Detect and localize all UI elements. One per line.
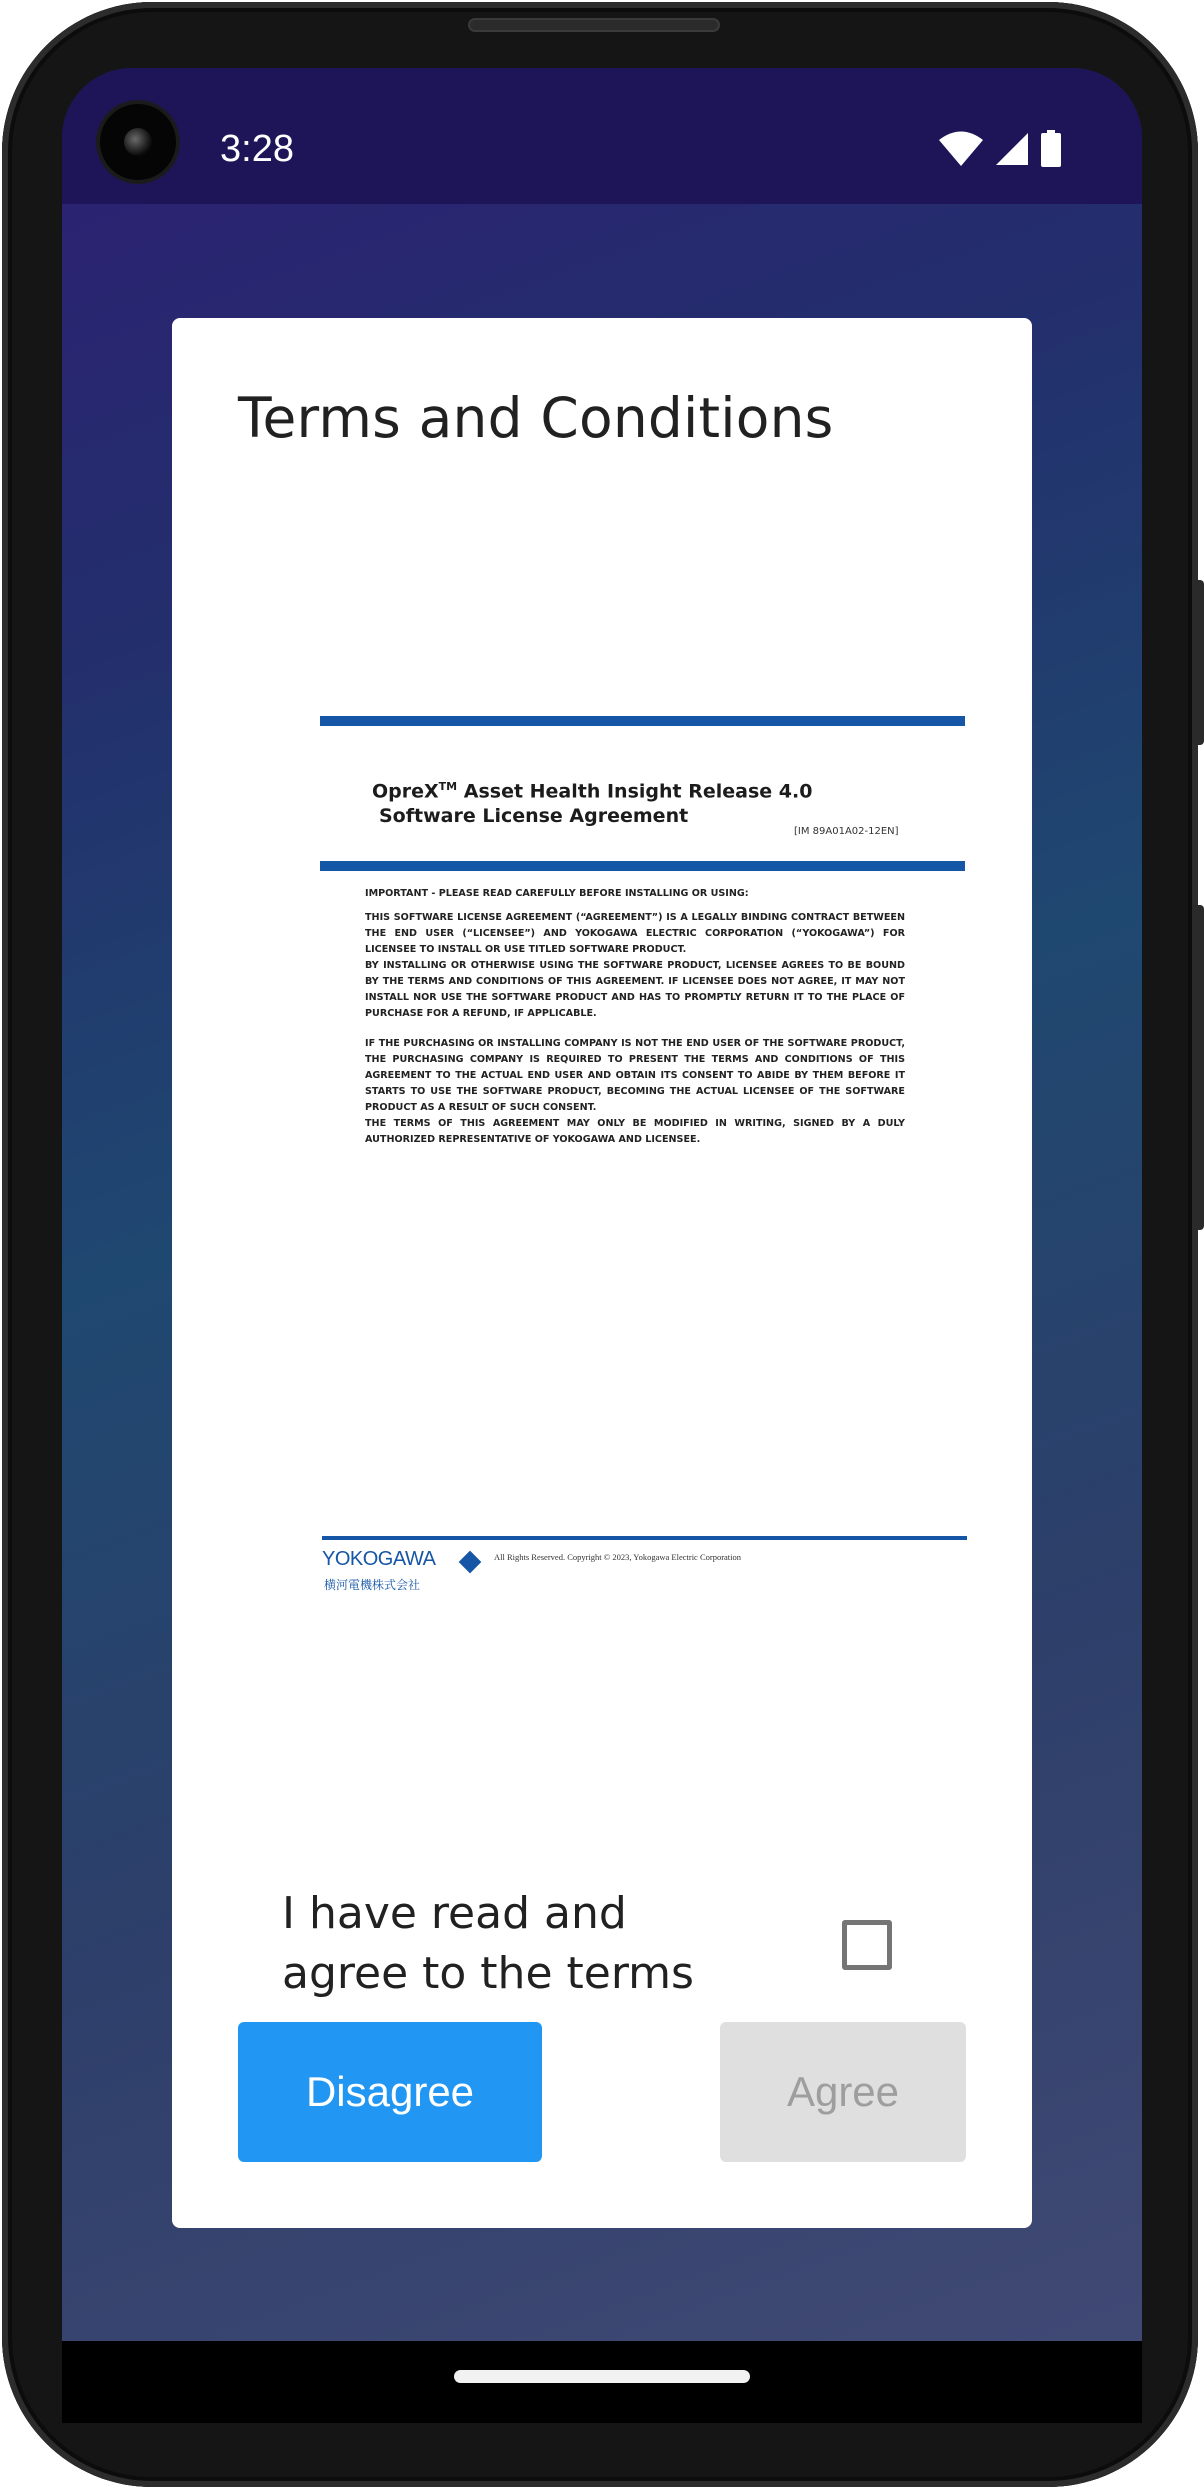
- document-paragraph-1: THIS SOFTWARE LICENSE AGREEMENT (“AGREEMENT”) IS A LEGALLY BINDING CONTRACT BETWEEN THE END USER (“LICENSEE”) AND YOKOGAWA ELECTRIC CORPORATION (“YOKOGAWA”) FOR LICENSEE TO INSTALL OR USE TITLED SOFTWARE PRODUCT.: [365, 912, 905, 955]
- document-code: [IM 89A01A02-12EN]: [794, 826, 899, 837]
- product-name: OpreX: [372, 780, 439, 803]
- terms-dialog: [172, 318, 1032, 2228]
- document-paragraph-2: BY INSTALLING OR OTHERWISE USING THE SOFTWARE PRODUCT, LICENSEE AGREES TO BE BOUND BY THE TERMS AND CONDITIONS OF THIS AGREEMENT. IF LICENSEE DOES NOT AGREE, IT MAY NOT INSTALL NOR USE THE SOFTWARE PRODUCT AND HAS TO PROMPTLY RETURN IT TO THE PLACE OF PURCHASE FOR A REFUND, IF APPLICABLE.: [365, 960, 905, 1019]
- yokogawa-logo: YOKOGAWA: [322, 1548, 436, 1570]
- status-bar: [62, 68, 1142, 204]
- status-icons: [938, 130, 1062, 168]
- volume-button: [1192, 580, 1204, 745]
- document-paragraph-3: IF THE PURCHASING OR INSTALLING COMPANY IS NOT THE END USER OF THE SOFTWARE PRODUCT, THE PURCHASING COMPANY IS REQUIRED TO PRESENT THE TERMS AND CONDITIONS OF THIS AGREEMENT TO THE ACTUAL END USER AND OBTAIN ITS CONSENT TO ABIDE BY THEM BEFORE IT STARTS TO USE THE SOFTWARE PRODUCT, BECOMING THE ACTUAL LICENSEE OF THE SOFTWARE PRODUCT AS A RESULT OF SUCH CONSENT.: [365, 1038, 905, 1113]
- document-paragraph-4: THE TERMS OF THIS AGREEMENT MAY ONLY BE MODIFIED IN WRITING, SIGNED BY A DULY AUTHORIZED REPRESENTATIVE OF YOKOGAWA AND LICENSEE.: [365, 1118, 905, 1145]
- important-notice: IMPORTANT - PLEASE READ CAREFULLY BEFORE INSTALLING OR USING:: [365, 888, 749, 899]
- agree-checkbox-label: I have read and agree to the terms: [282, 1888, 694, 1999]
- document-footer-rule: [322, 1536, 967, 1540]
- document-title: [372, 774, 812, 829]
- front-camera: [100, 104, 176, 180]
- document-body: [365, 886, 905, 1148]
- dialog-title: Terms and Conditions: [238, 386, 834, 450]
- status-time: 3:28: [220, 128, 294, 170]
- document-top-rule: [320, 716, 965, 726]
- document-subtitle: Software License Agreement: [379, 805, 689, 828]
- document-header-rule: [320, 861, 965, 871]
- wifi-icon: [938, 131, 984, 167]
- document-copyright: All Rights Reserved. Copyright © 2023, Yokogawa Electric Corporation: [494, 1552, 742, 1562]
- battery-icon: [1040, 130, 1062, 168]
- agree-button[interactable]: Agree: [720, 2022, 966, 2162]
- logo-japanese-text: 横河電機株式会社: [324, 1578, 421, 1592]
- earpiece-speaker: [468, 18, 720, 32]
- product-release: Asset Health Insight Release 4.0: [457, 780, 813, 803]
- power-button: [1192, 905, 1204, 1230]
- agree-checkbox[interactable]: [842, 1920, 892, 1970]
- cellular-signal-icon: [994, 131, 1030, 167]
- disagree-button[interactable]: Disagree: [238, 2022, 542, 2162]
- license-document-preview[interactable]: [320, 716, 965, 1586]
- trademark-mark: TM: [438, 780, 458, 793]
- home-gesture-handle[interactable]: [454, 2370, 750, 2383]
